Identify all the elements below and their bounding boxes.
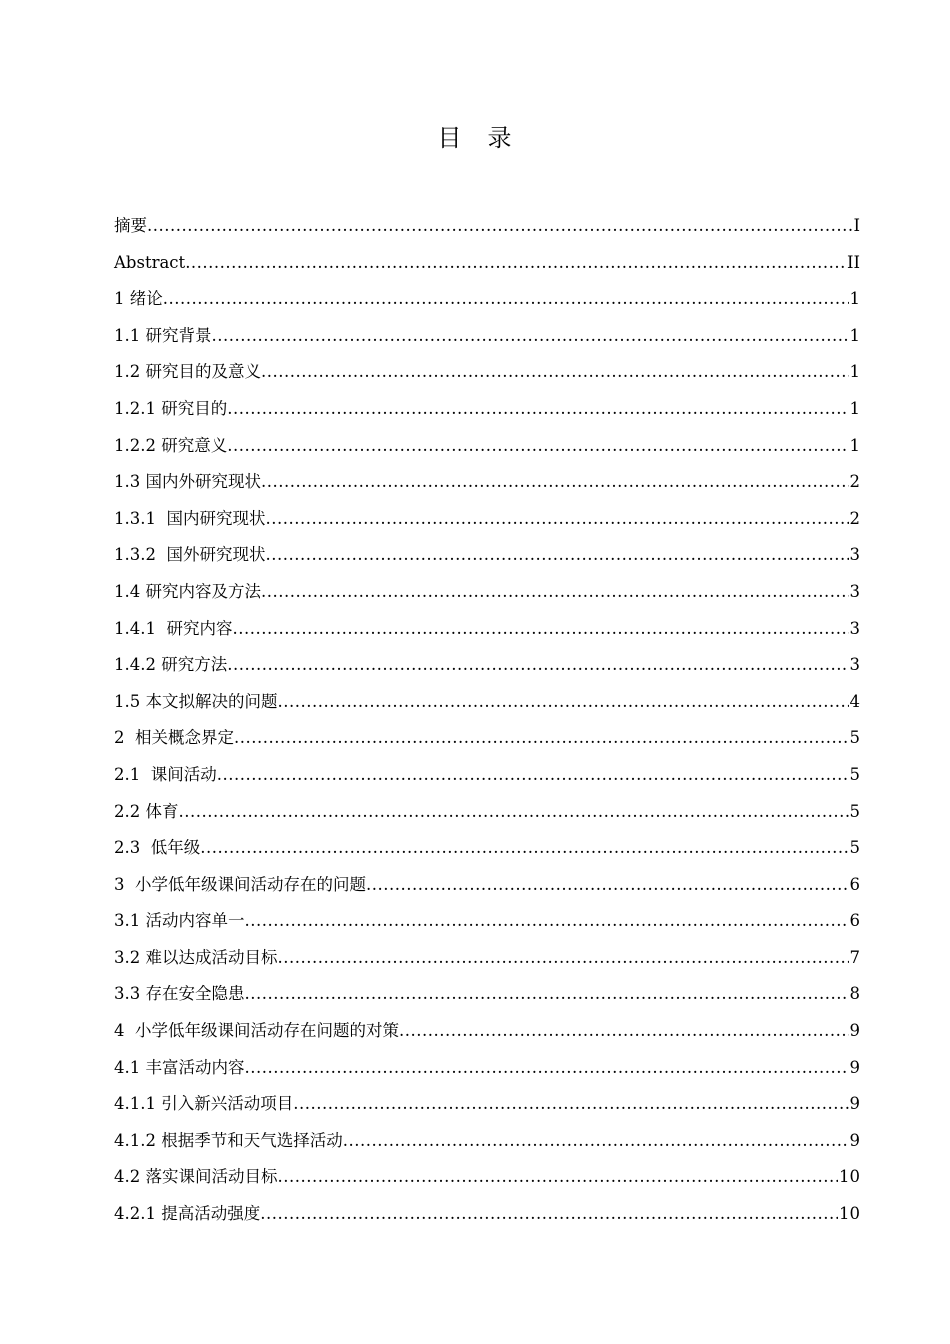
toc-entry-page-number: 9 (849, 1094, 860, 1114)
toc-entry-page-number: 5 (849, 728, 860, 748)
toc-entry-page-number: 9 (849, 1057, 860, 1077)
toc-entry[interactable] (114, 318, 860, 355)
toc-dot-leader (366, 867, 849, 904)
toc-entry-page-number: 3 (849, 545, 860, 565)
toc-entry-title: 1.3.1 国内研究现状 (114, 508, 266, 528)
toc-entry-title: 4.2 落实课间活动目标 (114, 1167, 278, 1187)
toc-dot-leader (343, 1123, 849, 1160)
toc-entry[interactable] (114, 940, 860, 977)
toc-dot-leader (234, 720, 849, 757)
toc-entry-page-number: 3 (849, 655, 860, 675)
toc-entry-title: 1.5 本文拟解决的问题 (114, 691, 278, 711)
toc-entry-page-number: 8 (849, 984, 860, 1004)
toc-dot-leader (260, 1196, 838, 1233)
toc-entry[interactable] (114, 245, 860, 282)
toc-entry-title: 1.4.2 研究方法 (114, 655, 228, 675)
toc-entry-title: 1.4 研究内容及方法 (114, 581, 261, 601)
toc-entry-title: 1.2.2 研究意义 (114, 435, 228, 455)
toc-entry[interactable] (114, 720, 860, 757)
toc-entry-page-number: 1 (849, 325, 860, 345)
toc-entry-title: 摘要 (114, 216, 147, 235)
toc-entry[interactable] (114, 903, 860, 940)
toc-entry[interactable] (114, 537, 860, 574)
toc-entry[interactable] (114, 391, 860, 428)
toc-entry-page-number: 1 (849, 398, 860, 418)
toc-entry-title: 4 小学低年级课间活动存在问题的对策 (114, 1021, 399, 1041)
toc-dot-leader (217, 757, 849, 794)
toc-entry[interactable] (114, 757, 860, 794)
toc-entry-title: 1.3 国内外研究现状 (114, 472, 261, 492)
toc-entry-page-number: 5 (849, 838, 860, 858)
toc-entry-page-number: 5 (849, 801, 860, 821)
toc-dot-leader (278, 1159, 839, 1196)
toc-entry-title: 1.4.1 研究内容 (114, 618, 233, 638)
toc-entry[interactable] (114, 428, 860, 465)
toc-dot-leader (278, 940, 849, 977)
toc-entry-title: 3.3 存在安全隐患 (114, 984, 245, 1004)
toc-entry-title: 2.3 低年级 (114, 838, 201, 858)
toc-entry-page-number: 5 (849, 764, 860, 784)
toc-entry-title: 1.1 研究背景 (114, 325, 212, 345)
toc-dot-leader (245, 976, 849, 1013)
toc-entry-title: 3 小学低年级课间活动存在的问题 (114, 874, 366, 894)
toc-entry[interactable] (114, 281, 860, 318)
toc-entry-title: 4.1.1 引入新兴活动项目 (114, 1094, 294, 1114)
toc-entry-page-number: 1 (849, 362, 860, 382)
toc-dot-leader (265, 501, 848, 538)
toc-entry[interactable] (114, 830, 860, 867)
toc-entry-title: Abstract (114, 252, 186, 272)
toc-entry-page-number: 1 (849, 289, 860, 309)
toc-entry-title: 1.2.1 研究目的 (114, 398, 228, 418)
toc-entry-page-number: II (846, 252, 860, 272)
toc-dot-leader (212, 318, 849, 355)
toc-dot-leader (245, 903, 849, 940)
toc-entry-title: 4.1 丰富活动内容 (114, 1057, 245, 1077)
toc-entry[interactable] (114, 208, 860, 245)
toc-dot-leader (227, 391, 848, 428)
toc-entry-page-number: 1 (849, 435, 860, 455)
toc-entry-title: 1.2 研究目的及意义 (114, 362, 261, 382)
toc-entry[interactable] (114, 574, 860, 611)
toc-dot-leader (179, 794, 849, 831)
toc-dot-leader (261, 574, 849, 611)
toc-entry-title: 2 相关概念界定 (114, 728, 234, 748)
toc-entry-page-number: 7 (849, 947, 860, 967)
toc-title: 目录 (437, 124, 538, 152)
toc-entry[interactable] (114, 1013, 860, 1050)
toc-entry-title: 1.3.2 国外研究现状 (114, 545, 266, 565)
table-of-contents (114, 208, 860, 1233)
toc-entry-page-number: 4 (849, 691, 860, 711)
toc-dot-leader (185, 245, 846, 282)
toc-entry-title: 4.2.1 提高活动强度 (114, 1204, 261, 1224)
toc-entry-title: 2.2 体育 (114, 801, 179, 821)
toc-entry[interactable] (114, 611, 860, 648)
toc-dot-leader (278, 684, 849, 721)
toc-dot-leader (200, 830, 848, 867)
toc-entry[interactable] (114, 647, 860, 684)
toc-dot-leader (293, 1086, 848, 1123)
toc-entry[interactable] (114, 354, 860, 391)
toc-dot-leader (227, 428, 848, 465)
toc-entry[interactable] (114, 794, 860, 831)
toc-entry[interactable] (114, 1086, 860, 1123)
toc-entry-page-number: I (853, 216, 860, 235)
toc-entry-page-number: 6 (849, 874, 860, 894)
toc-entry-title: 1 绪论 (114, 289, 163, 309)
toc-entry[interactable] (114, 1123, 860, 1160)
toc-dot-leader (147, 208, 852, 245)
toc-entry-page-number: 3 (849, 618, 860, 638)
toc-entry-title: 3.2 难以达成活动目标 (114, 947, 278, 967)
toc-entry[interactable] (114, 464, 860, 501)
toc-dot-leader (261, 464, 849, 501)
toc-entry-page-number: 3 (849, 581, 860, 601)
toc-entry[interactable] (114, 1050, 860, 1087)
toc-dot-leader (163, 281, 849, 318)
toc-entry-page-number: 9 (849, 1130, 860, 1150)
toc-entry-page-number: 9 (849, 1021, 860, 1041)
toc-entry-title: 2.1 课间活动 (114, 764, 217, 784)
toc-entry[interactable] (114, 684, 860, 721)
toc-dot-leader (261, 354, 849, 391)
toc-entry-title: 3.1 活动内容单一 (114, 911, 245, 931)
toc-entry[interactable] (114, 867, 860, 904)
toc-dot-leader (245, 1050, 849, 1087)
toc-dot-leader (232, 611, 848, 648)
toc-dot-leader (399, 1013, 849, 1050)
toc-entry[interactable] (114, 1159, 860, 1196)
toc-entry[interactable] (114, 1196, 860, 1233)
toc-entry[interactable] (114, 501, 860, 538)
toc-entry-page-number: 6 (849, 911, 860, 931)
toc-dot-leader (265, 537, 848, 574)
toc-entry[interactable] (114, 976, 860, 1013)
toc-entry-page-number: 2 (849, 508, 860, 528)
toc-entry-page-number: 10 (839, 1204, 860, 1224)
toc-entry-page-number: 10 (839, 1167, 860, 1187)
toc-entry-title: 4.1.2 根据季节和天气选择活动 (114, 1130, 343, 1150)
toc-entry-page-number: 2 (849, 472, 860, 492)
toc-dot-leader (227, 647, 848, 684)
